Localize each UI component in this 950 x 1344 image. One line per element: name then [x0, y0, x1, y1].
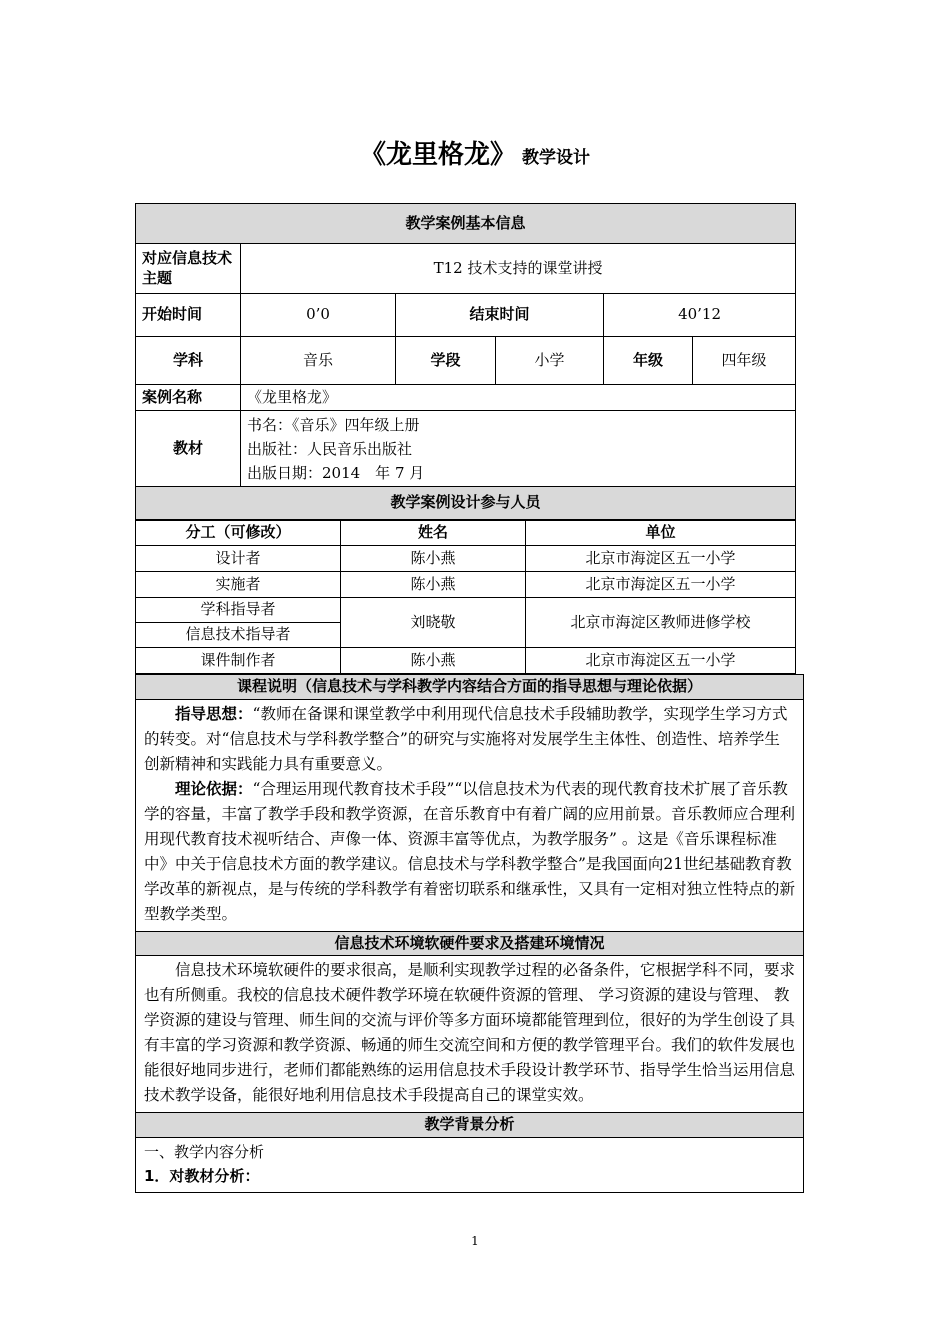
grade-value: 四年级: [693, 337, 796, 385]
material-value: [241, 411, 796, 487]
env-header: 信息技术环境软硬件要求及搭建环境情况: [136, 932, 804, 956]
start-time-value: 0’0: [241, 294, 396, 337]
page-number: 1: [471, 1234, 479, 1248]
background-header: 教学背景分析: [136, 1113, 804, 1138]
people-table: [135, 520, 796, 674]
material-analysis-line: 1．对教材分析：: [144, 1167, 260, 1185]
unit-cell: 北京市海淀区五一小学: [526, 546, 796, 572]
theory-label: 理论依据：: [175, 780, 253, 798]
role-cell: 课件制作者: [136, 648, 341, 674]
name-cell: 陈小燕: [341, 546, 526, 572]
guiding-paragraph: [144, 702, 795, 777]
content-analysis-line: 一、教学内容分析: [144, 1143, 265, 1161]
role-cell: 学科指导者: [136, 598, 341, 623]
unit-cell: 北京市海淀区五一小学: [526, 648, 796, 674]
material-label: 教材: [136, 411, 241, 487]
grade-label: 年级: [604, 337, 693, 385]
role-cell: 实施者: [136, 572, 341, 598]
role-cell: 设计者: [136, 546, 341, 572]
topic-value: T12 技术支持的课堂讲授: [241, 244, 796, 294]
title-sub: 教学设计: [522, 148, 590, 168]
env-paragraph: 信息技术环境软硬件的要求很高，是顺利实现教学过程的必备条件，它根据学科不同，要求也有所侧重。我校的信息技术硬件教学环境在软硬件资源的管理、 学习资源的建设与管理、 教学资源的建设与管理、师生间的交流与评价等多方面环境都能管理到位，很好的为学生创设了具有丰富的学习资源和教学资源、畅通的师生交流空间和方便的教学管理平台。我们的软件发展也能很好地同步进行，老师们都能熟练的运用信息技术手段设计教学环节、指导学生恰当运用信息技术教学设备，能很好地利用信息技术手段提高自己的课堂实效。: [144, 961, 796, 1104]
document-title: [0, 134, 950, 171]
case-name-label: 案例名称: [136, 385, 241, 411]
background-body: [136, 1138, 804, 1193]
course-body: [136, 700, 804, 932]
stage-label: 学段: [396, 337, 496, 385]
role-cell: 信息技术指导者: [136, 623, 341, 648]
name-cell: 陈小燕: [341, 572, 526, 598]
subject-label: 学科: [136, 337, 241, 385]
unit-cell: 北京市海淀区五一小学: [526, 572, 796, 598]
basic-info-header: 教学案例基本信息: [136, 204, 796, 244]
name-cell: 陈小燕: [341, 648, 526, 674]
basic-info-table: [135, 203, 796, 520]
theory-text: “合理运用现代教育技术手段”“以信息技术为代表的现代教育技术扩展了音乐教学的容量，丰富了教学手段和教学资源，在音乐教育中有着广阔的应用前景。音乐教师应合理利用现代教育技术视听结合、声像一体、资源丰富等优点，为教学服务” 。这是《音乐课程标准中》中关于信息技术方面的教学建议。信息技术与学科教学整合”是我国面向21世纪基础教育教学改革的新视点，是与传统的学科教学有着密切联系和继承性，又具有一定相对独立性特点的新型教学类型。: [144, 780, 796, 923]
end-time-label: 结束时间: [396, 294, 604, 337]
subject-value: 音乐: [241, 337, 396, 385]
material-book: 书名：《音乐》四年级上册: [247, 415, 420, 434]
people-header: 教学案例设计参与人员: [136, 487, 796, 520]
col-role: 分工（可修改）: [136, 521, 341, 546]
name-cell: 刘晓敬: [341, 598, 526, 648]
case-name-value: 《龙里格龙》: [241, 385, 796, 411]
end-time-value: 40’12: [604, 294, 796, 337]
course-table: [135, 674, 804, 1193]
guiding-text: “教师在备课和课堂教学中利用现代信息技术手段辅助教学，实现学生学习方式的转变。对“信息技术与学科教学整合”的研究与实施将对发展学生主体性、创造性、培养学生创新精神和实践能力具有重要意义。: [144, 705, 788, 773]
title-main: 《龙里格龙》: [359, 140, 516, 170]
unit-cell: 北京市海淀区教师进修学校: [526, 598, 796, 648]
material-date: 出版日期：2014 年 7 月: [247, 463, 425, 482]
course-header: 课程说明（信息技术与学科教学内容结合方面的指导思想与理论依据）: [136, 675, 804, 700]
material-publisher: 出版社：人民音乐出版社: [247, 439, 413, 458]
stage-value: 小学: [496, 337, 604, 385]
topic-label: 对应信息技术主题: [136, 244, 241, 294]
theory-paragraph: [144, 777, 795, 927]
env-body: [136, 956, 804, 1113]
start-time-label: 开始时间: [136, 294, 241, 337]
guiding-label: 指导思想：: [175, 705, 253, 723]
col-name: 姓名: [341, 521, 526, 546]
col-unit: 单位: [526, 521, 796, 546]
